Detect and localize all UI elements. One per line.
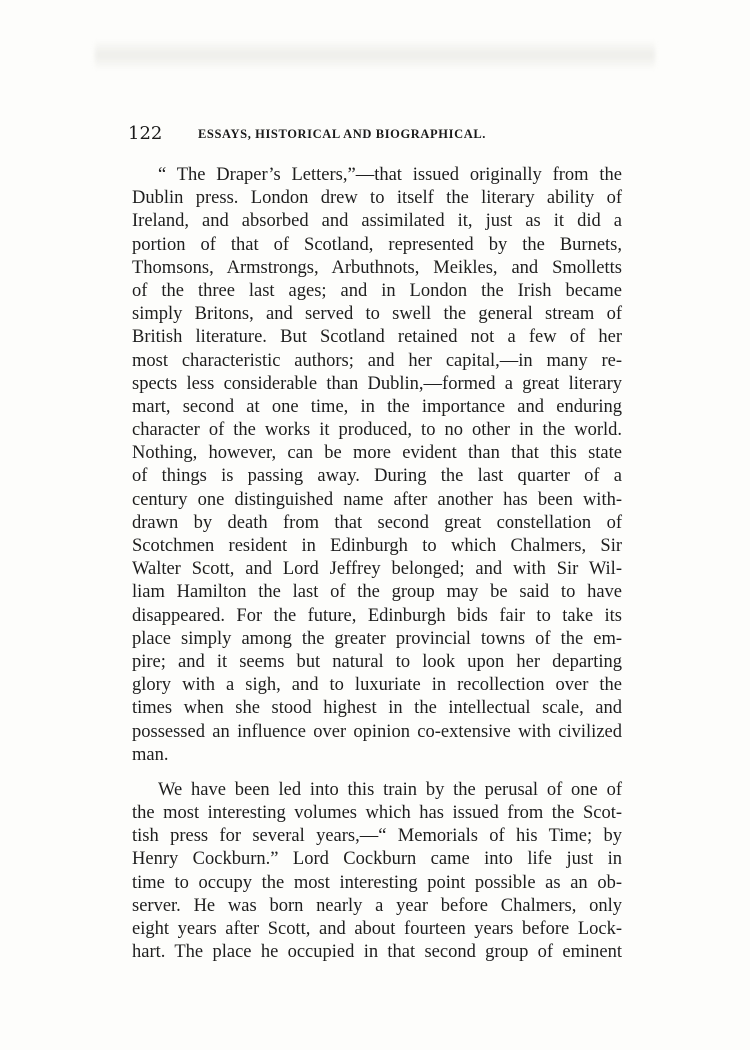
text-line: of the three last ages; and in London the Irish became (132, 280, 622, 301)
text-line: pire; and it seems but natural to look upon her departing (132, 651, 622, 672)
text-line: the most interesting volumes which has issued from the Scot- (132, 803, 622, 824)
text-line: drawn by death from that second great constellation of (132, 512, 622, 533)
text-line: man. (132, 744, 169, 765)
text-line: spects less considerable than Dublin,—formed a great literary (132, 373, 622, 394)
text-line: most characteristic authors; and her capital,—in many re- (132, 350, 622, 371)
text-line: Scotchmen resident in Edinburgh to which Chalmers, Sir (132, 536, 622, 556)
text-line: disappeared. For the future, Edinburgh bids fair to take its (132, 605, 622, 626)
text-line: place simply among the greater provincial towns of the em- (132, 628, 622, 649)
text-line: time to occupy the most interesting point possible as an ob- (132, 872, 622, 893)
text-line: Henry Cockburn.” Lord Cockburn came into life just in (132, 849, 622, 870)
text-line: Thomsons, Armstrongs, Arbuthnots, Meikles, and Smolletts (132, 257, 622, 278)
page-number: 122 (128, 123, 163, 144)
text-line: liam Hamilton the last of the group may be said to have (132, 582, 622, 603)
text-line: century one distinguished name after another has been with- (132, 489, 622, 510)
text-line: Dublin press. London drew to itself the literary ability of (132, 188, 622, 209)
text-line: possessed an influence over opinion co-extensive with civilized (132, 721, 622, 742)
text-line: times when she stood highest in the intellectual scale, and (132, 698, 622, 719)
text-line: character of the works it produced, to no other in the world. (132, 420, 622, 441)
show-through-shadow (95, 40, 655, 70)
text-line: “ The Draper’s Letters,”—that issued originally from the (158, 165, 622, 185)
text-line: We have been led into this train by the perusal of one of (158, 779, 622, 800)
paragraph-1 (132, 164, 622, 767)
text-line: of things is passing away. During the last quarter of a (132, 466, 622, 487)
text-line: British literature. But Scotland retained not a few of her (132, 327, 622, 348)
text-line: Nothing, however, can be more evident than that this state (132, 443, 622, 464)
text-line: eight years after Scott, and about fourteen years before Lock- (132, 919, 622, 939)
text-line: Ireland, and absorbed and assimilated it, just as it did a (132, 211, 622, 232)
text-line: hart. The place he occupied in that second group of eminent (132, 942, 622, 963)
text-line: mart, second at one time, in the importance and enduring (132, 396, 622, 417)
running-head: ESSAYS, HISTORICAL AND BIOGRAPHICAL. (198, 127, 486, 141)
body-text (132, 164, 622, 964)
text-line: Walter Scott, and Lord Jeffrey belonged; and with Sir Wil- (132, 559, 622, 580)
text-line: simply Britons, and served to swell the general stream of (132, 304, 622, 325)
paragraph-spacer (132, 767, 622, 779)
text-line: tish press for several years,—“ Memorials of his Time; by (132, 826, 622, 847)
text-line: server. He was born nearly a year before Chalmers, only (132, 895, 622, 916)
page-header (128, 122, 628, 146)
text-line: glory with a sigh, and to luxuriate in recollection over the (132, 675, 622, 696)
paragraph-2 (132, 779, 622, 965)
text-line: portion of that of Scotland, represented by the Burnets, (132, 234, 622, 255)
